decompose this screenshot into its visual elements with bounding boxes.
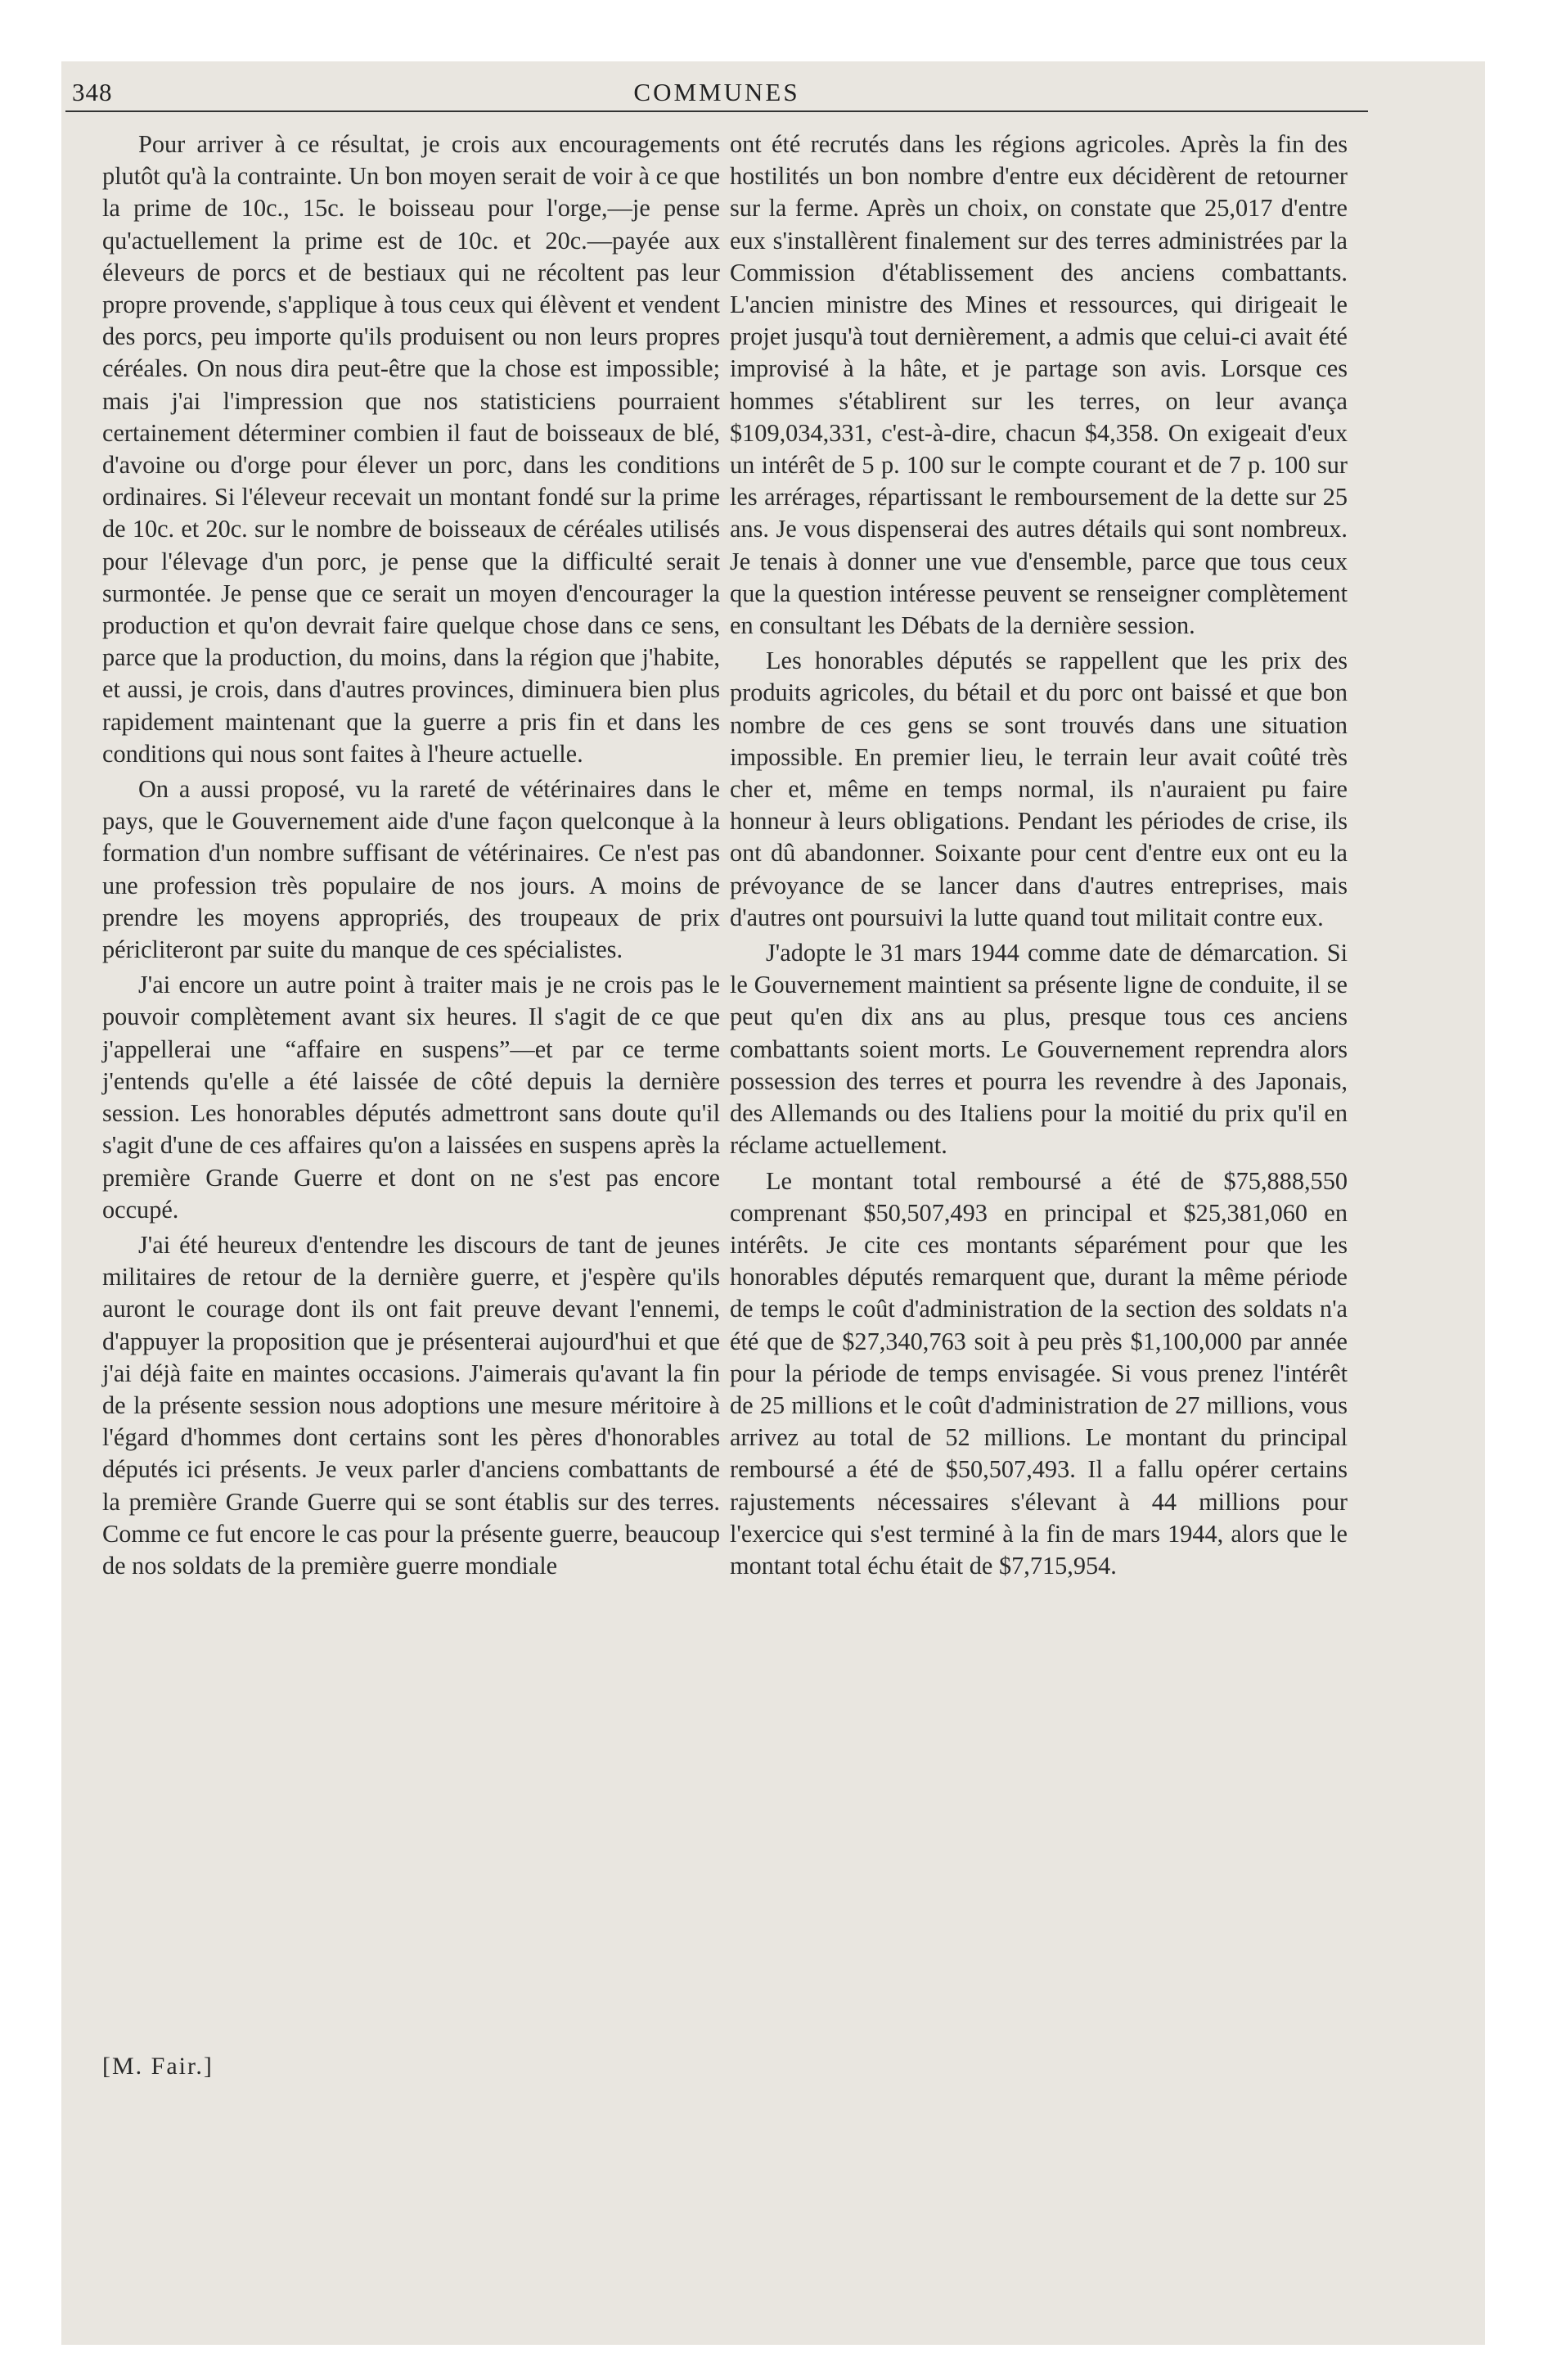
paragraph: J'ai été heureux d'entendre les discours de tant de jeunes militaires de retour de la dernière guerre, et j'espère qu'ils auront le courage dont ils ont fait preuve devant l'ennemi, d'appuyer la proposition que je présenterai aujourd'hui et que j'ai déjà faite en maintes occasions. J'aimerais qu'avant la fin de la présente session nous adoptions une mesure méritoire à l'égard d'hommes dont certains sont les pères d'honorables députés ici présents. Je veux parler d'anciens combattants de la première Grande Guerre qui se sont établis sur des terres. Comme ce fut encore le cas pour la présente guerre, beaucoup de nos soldats de la première guerre mondiale: [102, 1230, 720, 1580]
page-header: [65, 78, 1368, 112]
paragraph: ont été recrutés dans les régions agricoles. Après la fin des hostilités un bon nombre d'entre eux décidèrent de retourner sur la ferme. Après un choix, on constate que 25,017 d'entre eux s'installèrent finalement sur des terres administrées par la Commission d'établissement des anciens combattants. L'ancien ministre des Mines et ressources, qui dirigeait le projet jusqu'à tout dernièrement, a admis que celui-ci avait été improvisé à la hâte, et je partage son avis. Lorsque ces hommes s'établirent sur les terres, on leur avança $109,034,331, c'est-à-dire, chacun $4,358. On exigeait d'eux un intérêt de 5 p. 100 sur le compte courant et de 7 p. 100 sur les arrérages, répartissant le remboursement de la dette sur 25 ans. Je vous dispenserai des autres détails qui sont nombreux. Je tenais à donner une vue d'ensemble, parce que tous ceux que la question intéresse peuvent se renseigner complètement en consultant les Débats de la dernière session.: [730, 130, 1348, 640]
paragraph: J'adopte le 31 mars 1944 comme date de démarcation. Si le Gouvernement maintient sa présente ligne de conduite, il se peut qu'en dix ans au plus, presque tous ces anciens combattants soient morts. Le Gouvernement reprendra alors possession des terres et pourra les revendre à des Japonais, des Allemands ou des Italiens pour la moitié du prix qu'il en réclame actuellement.: [730, 939, 1348, 1160]
right-column: [730, 128, 1348, 1585]
paragraph: J'ai encore un autre point à traiter mais je ne crois pas le pouvoir complètement avant six heures. Il s'agit de ce que j'appellerai une “affaire en suspens”—et par ce terme j'entends qu'elle a été laissée de côté depuis la dernière session. Les honorables députés admettront sans doute qu'il s'agit d'une de ces affaires qu'on a laissées en suspens après la première Grande Guerre et dont on ne s'est pas encore occupé.: [102, 971, 720, 1224]
paragraph: Pour arriver à ce résultat, je crois aux encouragements plutôt qu'à la contrainte. Un bon moyen serait de voir à ce que la prime de 10c., 15c. le boisseau pour l'orge,—je pense qu'actuellement la prime est de 10c. et 20c.—payée aux éleveurs de porcs et de bestiaux qui ne récoltent pas leur propre provende, s'applique à tous ceux qui élèvent et vendent des porcs, peu importe qu'ils produisent ou non leurs propres céréales. On nous dira peut-être que la chose est impossible; mais j'ai l'impression que nos statisticiens pourraient certainement déterminer combien il faut de boisseaux de blé, d'avoine ou d'orge pour élever un porc, dans les conditions ordinaires. Si l'éleveur recevait un montant fondé sur la prime de 10c. et 20c. sur le nombre de boisseaux de céréales utilisés pour l'élevage d'un porc, je pense que la difficulté serait surmontée. Je pense que ce serait un moyen d'encourager la production et qu'on devrait faire quelque chose dans ce sens, parce que la production, du moins, dans la région que j'habite, et aussi, je crois, dans d'autres provinces, diminuera bien plus rapidement maintenant que la guerre a pris fin et dans les conditions qui nous sont faites à l'heure actuelle.: [102, 130, 720, 768]
speaker-attribution: [M. Fair.]: [102, 2053, 214, 2080]
paragraph: Les honorables députés se rappellent que les prix des produits agricoles, du bétail et du porc ont baissé et que bon nombre de ces gens se sont trouvés dans une situation impossible. En premier lieu, le terrain leur avait coûté très cher et, même en temps normal, ils n'auraient pu faire honneur à leurs obligations. Pendant les périodes de crise, ils ont dû abandonner. Soixante pour cent d'entre eux ont eu la prévoyance de se lancer dans d'autres entreprises, mais d'autres ont poursuivi la lutte quand tout militait contre eux.: [730, 647, 1348, 931]
paragraph: On a aussi proposé, vu la rareté de vétérinaires dans le pays, que le Gouvernement aide d'une façon quelconque à la formation d'un nombre suffisant de vétérinaires. Ce n'est pas une profession très populaire de nos jours. A moins de prendre les moyens appropriés, des troupeaux de prix péricliteront par suite du manque de ces spécialistes.: [102, 775, 720, 964]
page-number: 348: [72, 78, 113, 106]
left-column: [102, 128, 720, 1585]
running-head-title: COMMUNES: [633, 78, 800, 106]
paragraph: Le montant total remboursé a été de $75,888,550 comprenant $50,507,493 en principal et $25,381,060 en intérêts. Je cite ces montants séparément pour que les honorables députés remarquent que, durant la même période de temps le coût d'administration de la section des soldats n'a été que de $27,340,763 soit à peu près $1,100,000 par année pour la période de temps envisagée. Si vous prenez l'intérêt de 25 millions et le coût d'administration de 27 millions, vous arrivez au total de 52 millions. Le montant du principal remboursé a été de $50,507,493. Il a fallu opérer certains rajustements nécessaires s'élevant à 44 millions pour l'exercice qui s'est terminé à la fin de mars 1944, alors que le montant total échu était de $7,715,954.: [730, 1166, 1348, 1580]
